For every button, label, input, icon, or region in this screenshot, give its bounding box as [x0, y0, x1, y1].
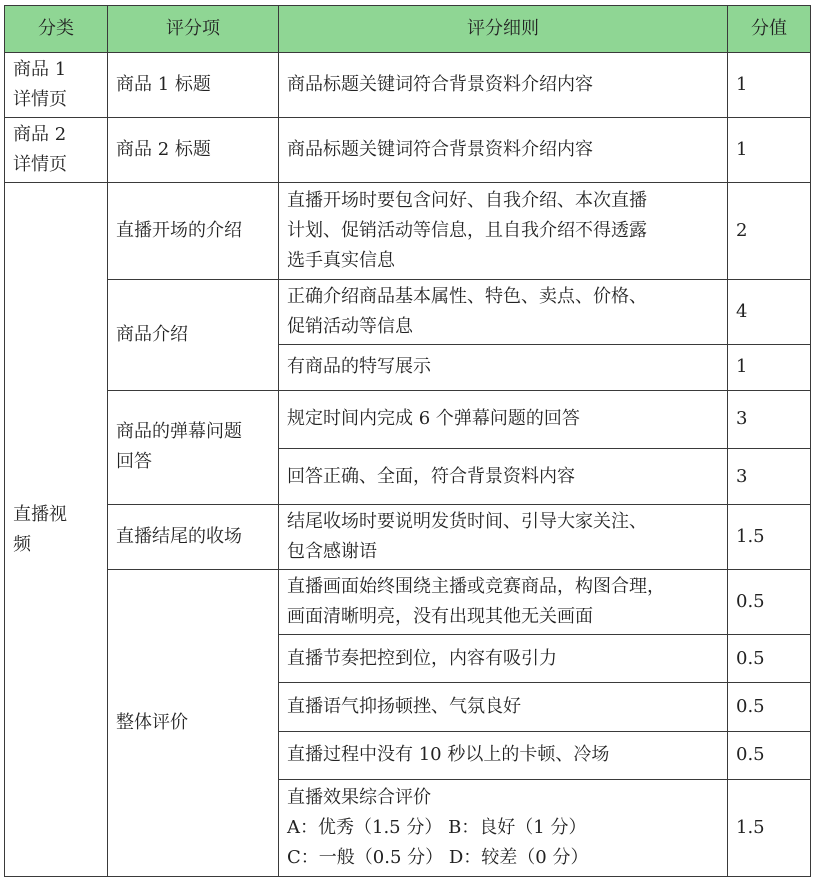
rule-cell: 回答正确、全面，符合背景资料内容: [279, 448, 728, 504]
category-line: 频: [13, 533, 31, 555]
scoring-rubric-table: [4, 5, 811, 877]
rule-cell: 直播语气抑扬顿挫、气氛良好: [279, 683, 728, 731]
rule-line: 选手真实信息: [287, 249, 395, 271]
score-cell: 0.5: [728, 731, 811, 779]
table-row: [5, 183, 811, 279]
header-rules: 评分细则: [279, 6, 728, 53]
category-cell: [5, 118, 108, 183]
item-cell: 直播开场的介绍: [108, 183, 279, 279]
category-line: 详情页: [13, 89, 67, 111]
category-line: 商品 1: [13, 59, 67, 81]
score-cell: 1: [728, 344, 811, 390]
rule-cell: 直播节奏把控到位，内容有吸引力: [279, 635, 728, 683]
category-line: 直播视: [13, 503, 67, 525]
score-cell: 0.5: [728, 635, 811, 683]
item-cell: 直播结尾的收场: [108, 505, 279, 570]
rule-cell: 规定时间内完成 6 个弹幕问题的回答: [279, 390, 728, 448]
table-row: [5, 390, 811, 448]
rule-line: 直播效果综合评价: [287, 786, 431, 808]
rule-cell: 商品标题关键词符合背景资料介绍内容: [279, 53, 728, 118]
rule-line: C：一般（0.5 分） D：较差（0 分）: [287, 846, 589, 868]
table-row: [5, 505, 811, 570]
rule-line: 直播开场时要包含问好、自我介绍、本次直播: [287, 189, 647, 211]
rule-line: 包含感谢语: [287, 541, 377, 563]
item-cell: 商品 1 标题: [108, 53, 279, 118]
rule-cell: 直播过程中没有 10 秒以上的卡顿、冷场: [279, 731, 728, 779]
item-line: 回答: [116, 451, 152, 473]
table-row: [5, 53, 811, 118]
item-cell: [108, 390, 279, 504]
header-row: [5, 6, 811, 53]
score-cell: 4: [728, 279, 811, 344]
category-line: 商品 2: [13, 124, 67, 146]
item-line: 商品的弹幕问题: [116, 421, 242, 443]
score-cell: 2: [728, 183, 811, 279]
header-score: 分值: [728, 6, 811, 53]
header-item: 评分项: [108, 6, 279, 53]
table-row: [5, 279, 811, 344]
score-cell: 1.5: [728, 505, 811, 570]
rule-cell: [279, 570, 728, 635]
score-cell: 3: [728, 448, 811, 504]
item-cell: 商品介绍: [108, 279, 279, 390]
rule-cell: [279, 505, 728, 570]
rule-cell: [279, 279, 728, 344]
rule-cell: 有商品的特写展示: [279, 344, 728, 390]
category-line: 详情页: [13, 154, 67, 176]
item-cell: 商品 2 标题: [108, 118, 279, 183]
table-row: [5, 118, 811, 183]
rule-line: 促销活动等信息: [287, 315, 413, 337]
rule-cell: 商品标题关键词符合背景资料介绍内容: [279, 118, 728, 183]
header-category: 分类: [5, 6, 108, 53]
score-cell: 1: [728, 53, 811, 118]
rule-line: 直播画面始终围绕主播或竞赛商品，构图合理，: [287, 576, 665, 598]
score-cell: 0.5: [728, 570, 811, 635]
score-cell: 1: [728, 118, 811, 183]
category-cell: [5, 183, 108, 877]
rule-cell: [279, 183, 728, 279]
rule-line: 正确介绍商品基本属性、特色、卖点、价格、: [287, 285, 647, 307]
score-cell: 0.5: [728, 683, 811, 731]
item-cell: 整体评价: [108, 570, 279, 877]
rule-line: 结尾收场时要说明发货时间、引导大家关注、: [287, 511, 647, 533]
score-cell: 3: [728, 390, 811, 448]
rule-line: 计划、促销活动等信息，且自我介绍不得透露: [287, 219, 647, 241]
rule-cell: [279, 779, 728, 876]
rule-line: A：优秀（1.5 分） B：良好（1 分）: [287, 816, 587, 838]
category-cell: [5, 53, 108, 118]
score-cell: 1.5: [728, 779, 811, 876]
table-row: [5, 570, 811, 635]
rule-line: 画面清晰明亮，没有出现其他无关画面: [287, 606, 593, 628]
